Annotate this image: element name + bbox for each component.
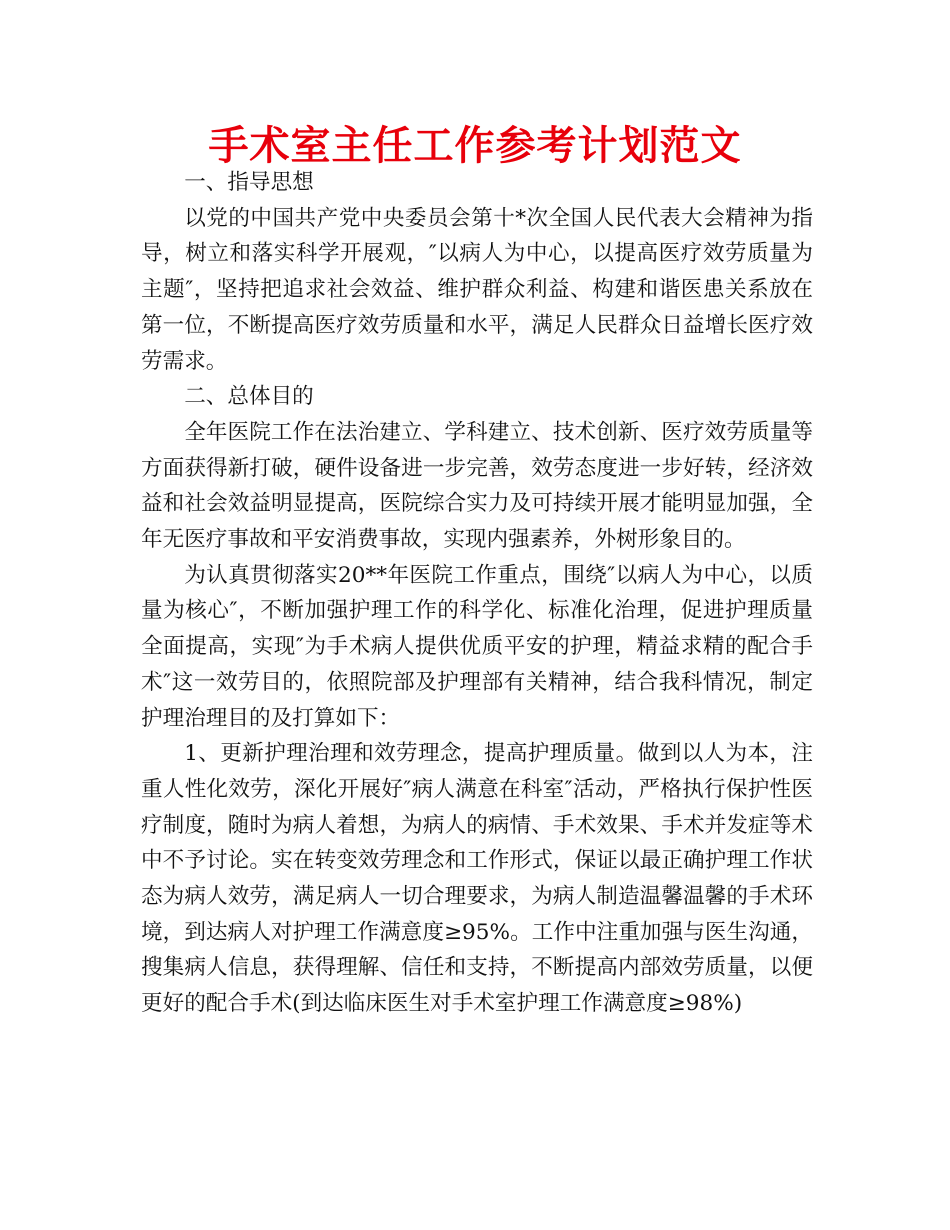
document-title: 手术室主任工作参考计划范文 (208, 123, 742, 169)
paragraph-item-1: 1、更新护理治理和效劳理念，提高护理质量。做到以人为本，注重人性化效劳，深化开展好″病人满意在科室″活动，严格执行保护性医疗制度，随时为病人着想，为病人的病情、手术效果、手术并发症等术中不予讨论。实在转变效劳理念和工作形式，保证以最正确护理工作状态为病人效劳，满足病人一切合理要求，为病人制造温馨温馨的手术环境，到达病人对护理工作满意度≥95%。工作中注重加强与医生沟通，搜集病人信息，获得理解、信任和支持，不断提高内部效劳质量，以便更好的配合手术(到达临床医生对手术室护理工作满意度≥98%) (141, 741, 813, 1017)
document-body (141, 165, 813, 1022)
heading-overall-goal: 二、总体目的 (184, 384, 314, 410)
paragraph-guiding-ideology: 以党的中国共产党中央委员会第十*次全国人民代表大会精神为指导，树立和落实科学开展观，″以病人为中心，以提高医疗效劳质量为主题″，坚持把追求社会效益、维护群众利益、构建和谐医患关系放在第一位，不断提高医疗效劳质量和水平，满足人民群众日益增长医疗效劳需求。 (141, 205, 813, 374)
paragraph-overall-goal: 全年医院工作在法治建立、学科建立、技术创新、医疗效劳质量等方面获得新打破，硬件设备进一步完善，效劳态度进一步好转，经济效益和社会效益明显提高，医院综合实力及可持续开展才能明显加强，全年无医疗事故和平安消费事故，实现内强素养，外树形象目的。 (141, 419, 813, 553)
heading-guiding-ideology: 一、指导思想 (184, 170, 314, 195)
paragraph-implementation: 为认真贯彻落实20**年医院工作重点，围绕″以病人为中心，以质量为核心″，不断加强护理工作的科学化、标准化治理，促进护理质量全面提高，实现″为手术病人提供优质平安的护理，精益求精的配合手术″这一效劳目的，依照院部及护理部有关精神，结合我科情况，制定护理治理目的及打算如下： (141, 562, 813, 731)
